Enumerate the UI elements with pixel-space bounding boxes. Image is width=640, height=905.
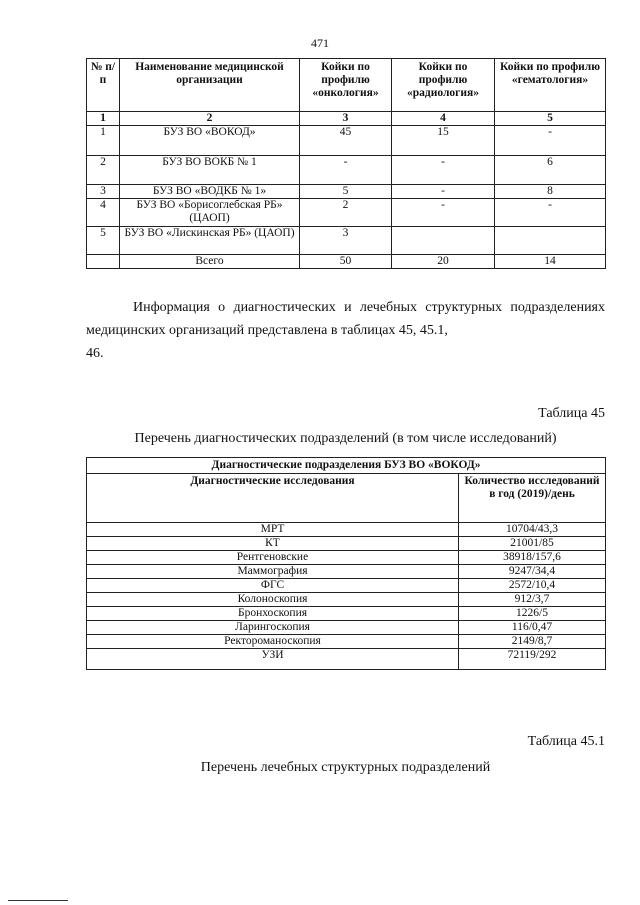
table-row [87,537,606,551]
section-header: Диагностические подразделения БУЗ ВО «ВОКОД» [87,458,606,474]
footnote-separator [8,900,68,901]
cell-radiology: 15 [392,126,495,156]
table-row [87,593,606,607]
table-row [87,565,606,579]
diagnostics-table [86,457,606,670]
cell-study: Рентгеновские [87,551,459,565]
cell-study: Ректороманоскопия [87,635,459,649]
cell-study: МРТ [87,523,459,537]
cell-number: 3 [87,185,120,199]
cell-radiology: - [392,156,495,185]
cell-oncology: 5 [300,185,392,199]
cell-count: 2149/8,7 [459,635,606,649]
table45-label: Таблица 45 [538,406,605,421]
cell-count: 912/3,7 [459,593,606,607]
table-row [87,126,606,156]
cell-total-oncology: 50 [300,255,392,269]
cell-number [87,255,120,269]
cell-number: 5 [87,227,120,255]
column-numbers-row [87,112,606,126]
diagnostics-column-headers [87,474,606,523]
header-oncology: Койки по профилю «онкология» [300,59,392,112]
table-row [87,649,606,670]
cell-study: ФГС [87,579,459,593]
info-paragraph [86,296,605,365]
total-row [87,255,606,269]
cell-study: Бронхоскопия [87,607,459,621]
column-number: 2 [120,112,300,126]
table-row [87,635,606,649]
cell-count: 21001/85 [459,537,606,551]
cell-study: Ларингоскопия [87,621,459,635]
beds-table [86,58,606,269]
cell-study: УЗИ [87,649,459,670]
cell-count: 1226/5 [459,607,606,621]
column-number: 4 [392,112,495,126]
header-count: Количество исследований в год (2019)/день [459,474,606,523]
table-row [87,185,606,199]
cell-study: КТ [87,537,459,551]
cell-study: Маммография [87,565,459,579]
table-row [87,579,606,593]
diagnostics-section-header [87,458,606,474]
header-study: Диагностические исследования [87,474,459,523]
cell-count: 9247/34,4 [459,565,606,579]
paragraph-text: Информация о диагностических и лечебных структурных подразделениях медицинских организаций представлена в таблицах 45, 45.1, [86,300,605,338]
cell-number: 4 [87,199,120,227]
cell-number: 2 [87,156,120,185]
table-row [87,156,606,185]
cell-count: 72119/292 [459,649,606,670]
table45-1-label: Таблица 45.1 [527,734,605,749]
table-row [87,551,606,565]
table45-1-title: Перечень лечебных структурных подразделений [200,760,491,775]
cell-hematology: - [495,126,606,156]
cell-radiology [392,227,495,255]
cell-count: 10704/43,3 [459,523,606,537]
header-radiology: Койки по профилю «радиология» [392,59,495,112]
cell-organization: БУЗ ВО ВОКБ № 1 [120,156,300,185]
cell-study: Колоноскопия [87,593,459,607]
cell-organization: БУЗ ВО «ВОКОД» [120,126,300,156]
cell-hematology: 8 [495,185,606,199]
table-row [87,227,606,255]
header-organization: Наименование медицинской организации [120,59,300,112]
cell-organization: БУЗ ВО «Лискинская РБ» (ЦАОП) [120,227,300,255]
table-row [87,607,606,621]
cell-oncology: - [300,156,392,185]
beds-table-header [87,59,606,112]
cell-hematology: - [495,199,606,227]
cell-number: 1 [87,126,120,156]
page-number: 471 [311,36,329,50]
header-number: № п/п [87,59,120,112]
cell-total-radiology: 20 [392,255,495,269]
cell-organization: БУЗ ВО «Борисоглебская РБ» (ЦАОП) [120,199,300,227]
cell-count: 2572/10,4 [459,579,606,593]
cell-hematology [495,227,606,255]
paragraph-end: 46. [86,346,104,361]
table-row [87,199,606,227]
cell-radiology: - [392,199,495,227]
cell-organization: БУЗ ВО «ВОДКБ № 1» [120,185,300,199]
cell-oncology: 3 [300,227,392,255]
cell-total-hematology: 14 [495,255,606,269]
cell-total-label: Всего [120,255,300,269]
column-number: 5 [495,112,606,126]
table-row [87,621,606,635]
cell-oncology: 45 [300,126,392,156]
cell-oncology: 2 [300,199,392,227]
cell-radiology: - [392,185,495,199]
cell-count: 116/0,47 [459,621,606,635]
table45-title: Перечень диагностических подразделений (в том числе исследований) [134,431,557,446]
table-row [87,523,606,537]
column-number: 1 [87,112,120,126]
cell-hematology: 6 [495,156,606,185]
cell-count: 38918/157,6 [459,551,606,565]
header-hematology: Койки по профилю «гематология» [495,59,606,112]
column-number: 3 [300,112,392,126]
